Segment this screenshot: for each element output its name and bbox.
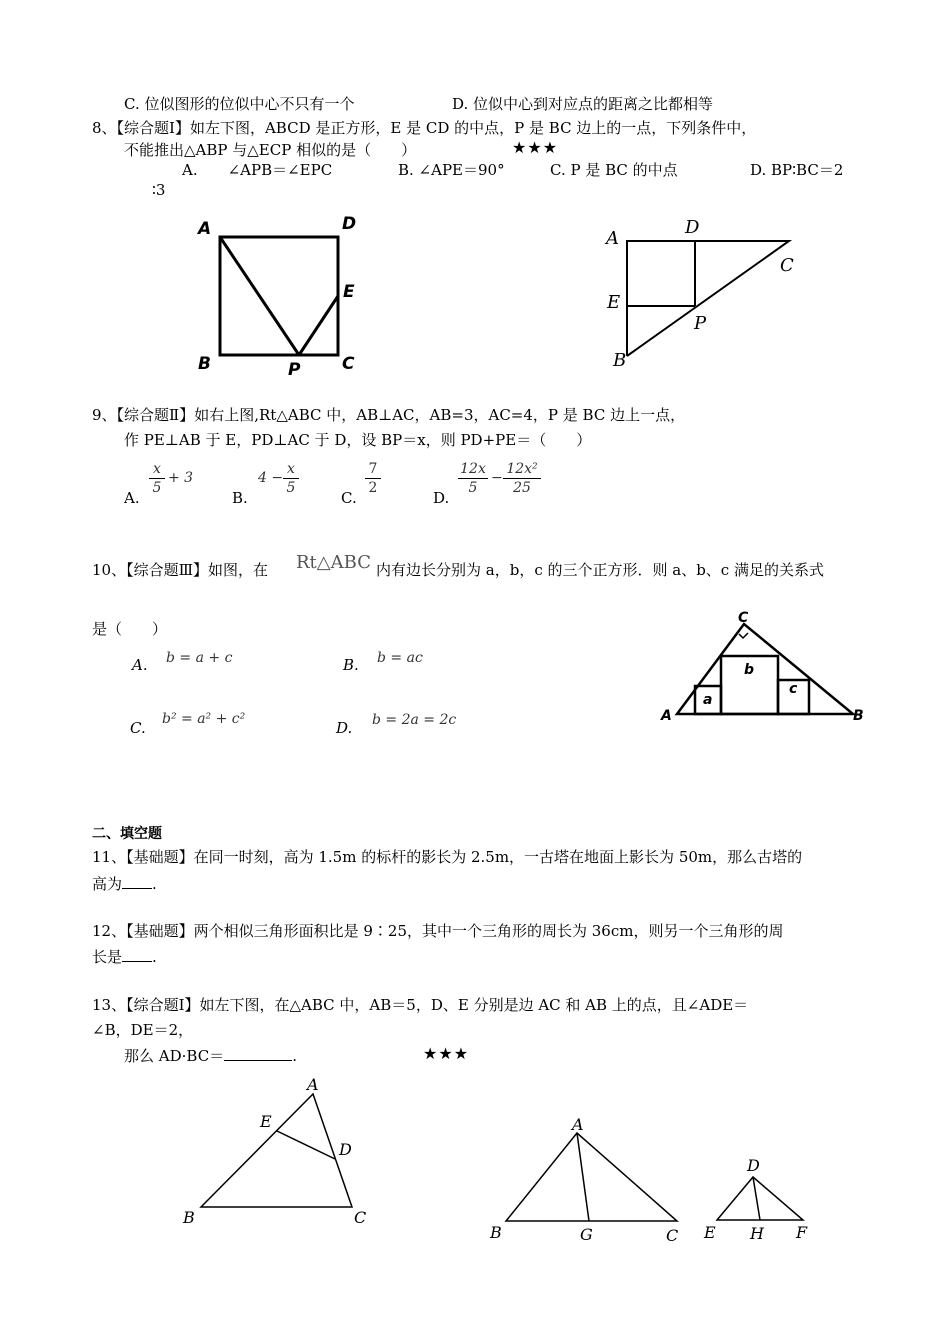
q8-option-d: D. BP∶BC＝2 [750, 161, 844, 179]
q9-option-d-label: D. [433, 489, 450, 507]
q9-option-b-prefix: 4 − [258, 470, 284, 486]
segment-dh [753, 1177, 760, 1220]
q12-stem-line2-end: . [152, 948, 157, 966]
q9-stem-line1: 9、【综合题Ⅱ】如右上图,Rt△ABC 中，AB⊥AC，AB=3，AC=4，P 是 BC 边上一点， [92, 406, 686, 424]
fraction-numerator: x [287, 461, 295, 477]
fig10-label-b: b [744, 662, 755, 678]
q8-stem-line2: 不能推出△ABP 与△ECP 相似的是（ ） [124, 141, 417, 159]
q10-stem-line2: 是（ ） [92, 620, 168, 638]
fig10-label-c: C [738, 610, 749, 626]
q12-stem-line2-text: 长是 [92, 948, 123, 966]
triangle-abc-2 [506, 1133, 677, 1221]
q10-option-d-label: D. [336, 719, 353, 737]
q13-stem-line3-text: 那么 AD·BC＝ [124, 1047, 225, 1065]
segment-ag [577, 1133, 589, 1221]
fig13b-label-g: G [580, 1225, 593, 1244]
q8-difficulty-stars: ★★★ [512, 138, 559, 157]
fraction-denominator: 5 [468, 480, 478, 496]
fraction-denominator: 25 [513, 480, 531, 496]
q7-option-d: D. 位似中心到对应点的距离之比都相等 [452, 95, 714, 113]
q7-option-c: C. 位似图形的位似中心不只有一个 [124, 95, 355, 113]
q10-option-a-label: A. [132, 656, 148, 674]
fraction-numerator: x [153, 461, 161, 477]
fig13c-label-h: H [750, 1224, 764, 1243]
fig8-label-a: A [198, 219, 212, 239]
fraction-numerator: 7 [368, 461, 378, 477]
fig10-label-small-c: c [789, 681, 798, 697]
q11-stem-line2-text: 高为 [92, 875, 123, 893]
fig13-label-d: D [339, 1140, 352, 1159]
fraction-denominator: 5 [152, 480, 162, 496]
q10-stem-prefix: 10、【综合题Ⅲ】如图，在 [92, 561, 269, 579]
fig10-label-vertex-b: B [853, 708, 864, 724]
q9-stem-line2: 作 PE⊥AB 于 E，PD⊥AC 于 D，设 BP＝x，则 PD+PE＝（ ） [124, 431, 592, 449]
fig8-label-p: P [288, 360, 301, 380]
q13-difficulty-stars: ★★★ [423, 1044, 470, 1063]
q9-option-b-label: B. [232, 489, 248, 507]
q8-option-c: C. P 是 BC 的中点 [550, 161, 678, 179]
q8-option-a: A. ∠APB＝∠EPC [182, 161, 333, 179]
q10-option-c-label: C. [130, 719, 146, 737]
fig13c-label-d: D [747, 1156, 760, 1175]
q12-stem-line1: 12、【基础题】两个相似三角形面积比是 9∶25，其中一个三角形的周长为 36cm，则另一个三角形的周 [92, 922, 784, 940]
fig9-label-b: B [613, 350, 627, 371]
fig13b-label-b: B [490, 1223, 502, 1242]
fig9-label-a: A [606, 228, 619, 249]
fig10-label-a: a [703, 692, 713, 708]
q9-option-c-label: C. [341, 489, 357, 507]
fig9-label-e: E [607, 292, 621, 313]
section-title-fill-in: 二、填空题 [92, 826, 162, 842]
fraction-numerator: 12x² [506, 461, 538, 477]
fig8-label-d: D [342, 214, 357, 234]
q10-option-b-label: B. [343, 656, 359, 674]
fig13-label-c: C [354, 1208, 367, 1227]
fig8-label-c: C [342, 354, 355, 374]
q11-stem-line1: 11、【基础题】在同一时刻，高为 1.5m 的标杆的影长为 2.5m，一古塔在地面上影长为 50m，那么古塔的 [92, 848, 803, 866]
q8-option-b: B. ∠APE＝90° [398, 161, 505, 179]
fraction-numerator: 12x [460, 461, 486, 477]
q8-stem-line1: 8、【综合题Ⅰ】如左下图，ABCD 是正方形，E 是 CD 的中点，P 是 BC 边上的一点，下列条件中， [92, 119, 757, 137]
fraction-denominator: 2 [368, 480, 378, 496]
fig13b-label-c: C [666, 1226, 679, 1245]
q8-option-d-tail: ∶3 [152, 181, 166, 199]
fig9-label-c: C [780, 255, 794, 276]
q9-option-a-label: A. [124, 489, 140, 507]
q10-stem-math: Rt△ABC [296, 552, 371, 573]
q13-stem-line2: ∠B，DE＝2， [92, 1021, 194, 1039]
fraction-denominator: 5 [286, 480, 296, 496]
triangle-abc-1 [201, 1094, 352, 1207]
q9-option-a-rest: + 3 [168, 470, 194, 486]
q10-option-d: b = 2a = 2c [372, 712, 457, 728]
fig8-label-b: B [198, 354, 211, 374]
q10-stem-suffix: 内有边长分别为 a，b，c 的三个正方形．则 a、b、c 满足的关系式 [376, 561, 824, 579]
fig13b-label-a: A [572, 1115, 584, 1134]
fig10-label-vertex-a: A [661, 708, 672, 724]
segment-ed [277, 1131, 335, 1159]
fig9-label-d: D [685, 217, 700, 238]
fig13c-label-f: F [796, 1223, 808, 1242]
q9-option-d-minus: − [491, 470, 503, 486]
q13-stem-line3-end: . [292, 1047, 297, 1065]
q10-option-b: b = ac [377, 650, 423, 666]
fig13c-label-e: E [704, 1223, 716, 1242]
fig13-label-a: A [307, 1075, 319, 1094]
fig8-label-e: E [343, 282, 355, 302]
q11-stem-line2-end: . [152, 875, 157, 893]
fig9-label-p: P [694, 313, 707, 334]
q13-stem-line1: 13、【综合题Ⅰ】如左下图，在△ABC 中，AB＝5，D、E 分别是边 AC 和 AB 上的点，且∠ADE＝ [92, 996, 749, 1014]
fig13-label-e: E [260, 1112, 272, 1131]
q10-option-a: b = a + c [166, 650, 233, 666]
fig13-label-b: B [183, 1208, 195, 1227]
triangle-def [717, 1177, 803, 1220]
q10-option-c: b² = a² + c² [162, 711, 246, 727]
